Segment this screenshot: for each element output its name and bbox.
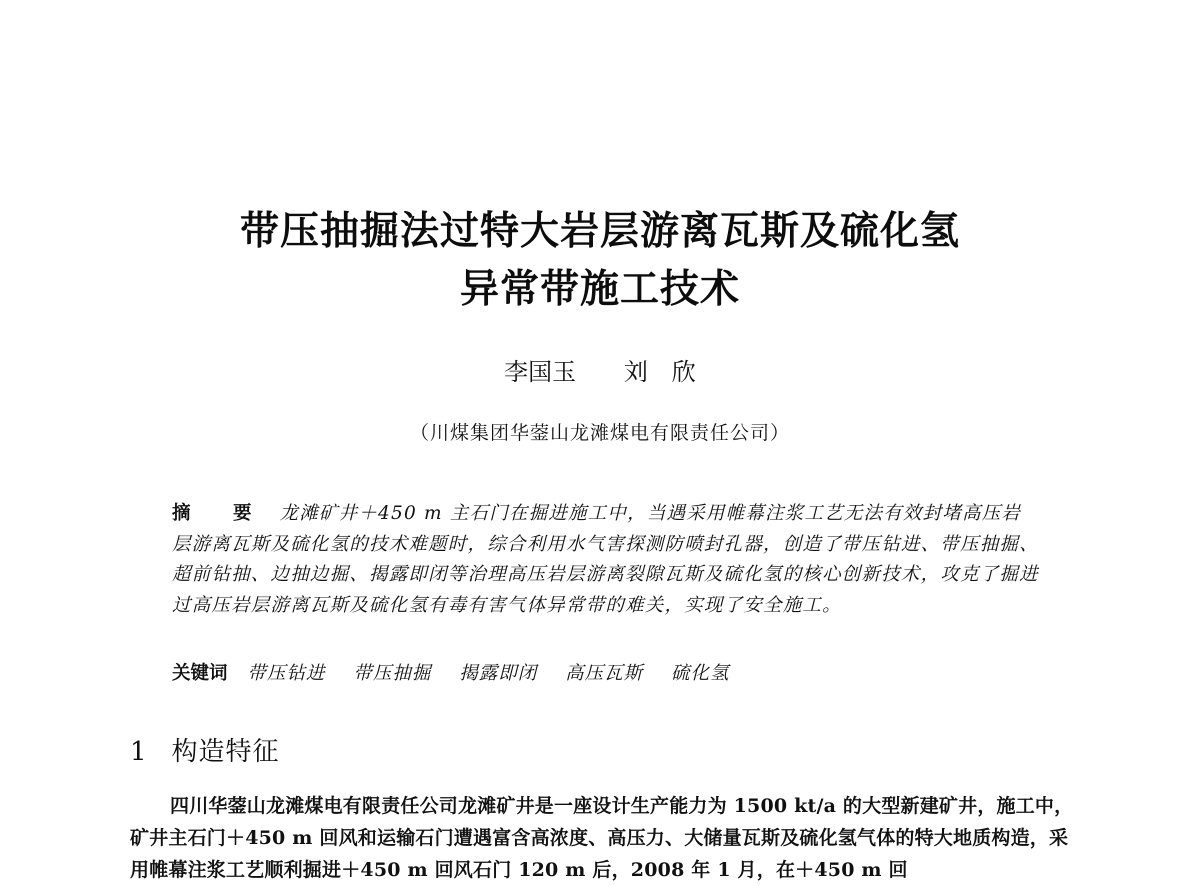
abstract — [172, 499, 1040, 621]
section-number: 1 — [130, 737, 148, 767]
keyword: 高压瓦斯 — [565, 663, 644, 684]
paper-title-line-2: 异常带施工技术 — [459, 266, 740, 312]
author-2: 刘 欣 — [623, 358, 696, 386]
keyword: 硫化氢 — [671, 663, 730, 684]
keyword: 带压钻进 — [247, 663, 326, 684]
authors — [0, 360, 1200, 384]
body-paragraph: 四川华蓥山龙滩煤电有限责任公司龙滩矿井是一座设计生产能力为 1500 kt/a 的大型新建矿井，施工中，矿井主石门＋450 m 回风和运输石门遭遇富含高浓度、高压力、大储量瓦斯及硫化氢气体的特大地质构造，采用帷幕注浆工艺顺利掘进＋450 m 回风石门 120 m 后，2008 年 1 月，在＋450 m 回 — [130, 795, 1074, 881]
keywords-label: 关键词 — [172, 663, 228, 684]
section-title: 构造特征 — [171, 737, 280, 767]
keyword: 带压抽掘 — [353, 663, 432, 684]
keyword: 揭露即闭 — [459, 663, 538, 684]
author-1: 李国玉 — [504, 358, 577, 386]
abstract-text: 龙滩矿井＋450 m 主石门在掘进施工中，当遇采用帷幕注浆工艺无法有效封堵高压岩层游离瓦斯及硫化氢的技术难题时，综合利用水气害探测防喷封孔器，创造了带压钻进、带压抽掘、超前钻抽、边抽边掘、揭露即闭等治理高压岩层游离裂隙瓦斯及硫化氢的核心创新技术，攻克了掘进过高压岩层游离瓦斯及硫化氢有毒有害气体异常带的难关，实现了安全施工。 — [172, 503, 1039, 616]
affiliation: （川煤集团华蓥山龙滩煤电有限责任公司） — [409, 422, 790, 444]
section-heading — [130, 739, 280, 765]
paper-title-line-1: 带压抽掘法过特大岩层游离瓦斯及硫化氢 — [239, 208, 960, 254]
abstract-label: 摘 要 — [172, 503, 264, 524]
keywords — [172, 661, 1040, 687]
